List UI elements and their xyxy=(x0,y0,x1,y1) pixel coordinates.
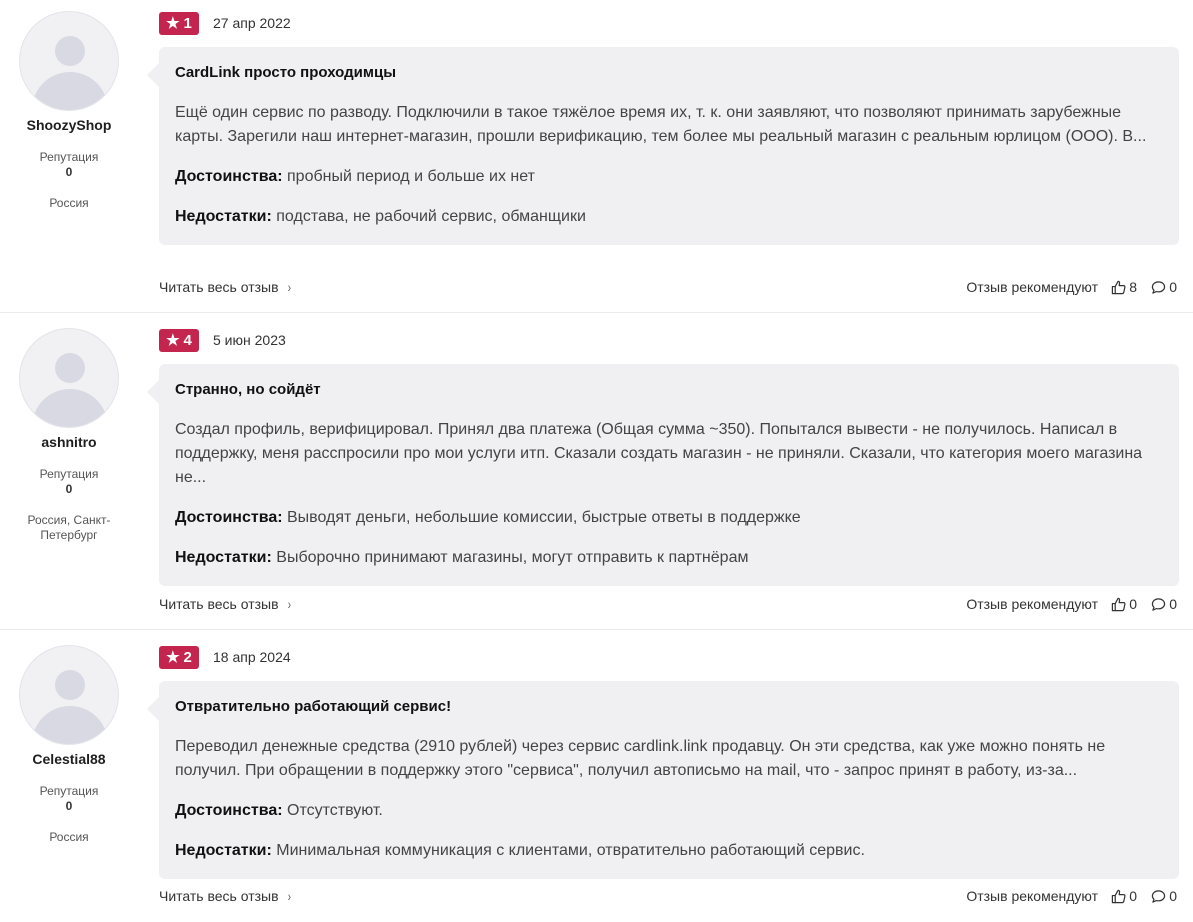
star-icon: ★ xyxy=(166,332,180,349)
review-text: Создал профиль, верифицировал. Принял два платежа (Общая сумма ~350). Попытался вывести - не получилось. Написал в поддержку, меня расспросили про мои услуги итп. Сказали создать магазин - не приняли. Сказали, что категория моего магазина не... xyxy=(175,421,1143,486)
likes-count: 0 xyxy=(1129,596,1137,612)
read-more-label: Читать весь отзыв xyxy=(159,888,279,904)
cons-label: Недостатки: xyxy=(175,208,272,225)
review-content xyxy=(159,47,1179,245)
rating-badge xyxy=(159,646,199,669)
review-card xyxy=(0,0,1193,313)
cons-text: подстава, не рабочий сервис, обманщики xyxy=(276,208,586,225)
review-pros xyxy=(175,506,1163,530)
review-content xyxy=(159,364,1179,586)
rating-value: 2 xyxy=(183,649,192,666)
review-date: 18 апр 2024 xyxy=(213,649,291,665)
review-title[interactable]: Отвратительно работающий сервис! xyxy=(175,698,452,715)
thumbs-up-icon xyxy=(1111,597,1126,612)
reputation-value: 0 xyxy=(65,165,73,179)
pros-text: Отсутствуют. xyxy=(287,802,383,819)
rating-value: 4 xyxy=(183,332,192,349)
review-cons xyxy=(175,839,1163,879)
like-button[interactable] xyxy=(1111,596,1137,612)
review-cons xyxy=(175,546,1163,586)
avatar[interactable] xyxy=(19,645,119,745)
review-text: Ещё один сервис по разводу. Подключили в такое тяжёлое время их, т. к. они заявляют, что позволяют принимать зарубежные карты. Зарегили наш интернет-магазин, прошли верификацию, тем более мы реальный магазин с реальным юрлицом (ООО). В... xyxy=(175,104,1147,145)
reputation-label: Репутация xyxy=(39,150,99,164)
review-footer xyxy=(159,888,1179,908)
user-location: Россия xyxy=(49,830,89,844)
comments-count: 0 xyxy=(1169,596,1177,612)
cons-label: Недостатки: xyxy=(175,842,272,859)
review-title[interactable]: Странно, но сойдёт xyxy=(175,381,321,398)
review-footer xyxy=(159,279,1179,299)
star-icon: ★ xyxy=(166,15,180,32)
read-more-link[interactable] xyxy=(159,888,291,904)
cons-text: Минимальная коммуникация с клиентами, отвратительно работающий сервис. xyxy=(276,842,865,859)
review-pros xyxy=(175,799,1163,823)
comment-icon xyxy=(1151,597,1166,612)
reputation-label: Репутация xyxy=(39,467,99,481)
comment-icon xyxy=(1151,889,1166,904)
comments-count: 0 xyxy=(1169,279,1177,295)
read-more-link[interactable] xyxy=(159,596,291,612)
review-content xyxy=(159,681,1179,879)
thumbs-up-icon xyxy=(1111,889,1126,904)
recommend-label: Отзыв рекомендуют xyxy=(966,279,1098,295)
comment-icon xyxy=(1151,280,1166,295)
pros-label: Достоинства: xyxy=(175,509,283,526)
user-location: Россия xyxy=(49,196,89,210)
read-more-label: Читать весь отзыв xyxy=(159,279,279,295)
username[interactable]: ShoozyShop xyxy=(26,117,112,133)
reputation-label: Репутация xyxy=(39,784,99,798)
reputation-value: 0 xyxy=(65,482,73,496)
reputation-value: 0 xyxy=(65,799,73,813)
pros-text: Выводят деньги, небольшие комиссии, быстрые ответы в поддержке xyxy=(287,509,801,526)
user-location: Россия, Санкт-Петербург xyxy=(27,513,111,542)
review-date: 5 июн 2023 xyxy=(213,332,286,348)
like-button[interactable] xyxy=(1111,888,1137,904)
avatar[interactable] xyxy=(19,328,119,428)
username[interactable]: Celestial88 xyxy=(32,751,106,767)
chevron-right-icon: › xyxy=(287,596,291,612)
rating-badge xyxy=(159,12,199,35)
recommend-label: Отзыв рекомендуют xyxy=(966,596,1098,612)
chevron-right-icon: › xyxy=(287,888,291,904)
cons-text: Выборочно принимают магазины, могут отправить к партнёрам xyxy=(276,549,749,566)
rating-value: 1 xyxy=(183,15,192,32)
chevron-right-icon: › xyxy=(287,279,291,295)
likes-count: 0 xyxy=(1129,888,1137,904)
pros-text: пробный период и больше их нет xyxy=(287,168,535,185)
review-card xyxy=(0,317,1193,630)
comments-count: 0 xyxy=(1169,888,1177,904)
likes-count: 8 xyxy=(1129,279,1137,295)
pros-label: Достоинства: xyxy=(175,802,283,819)
username[interactable]: ashnitro xyxy=(41,434,97,450)
comments-button[interactable] xyxy=(1151,888,1177,904)
review-date: 27 апр 2022 xyxy=(213,15,291,31)
avatar[interactable] xyxy=(19,11,119,111)
rating-badge xyxy=(159,329,199,352)
read-more-link[interactable] xyxy=(159,279,291,295)
comments-button[interactable] xyxy=(1151,596,1177,612)
review-footer xyxy=(159,596,1179,616)
star-icon: ★ xyxy=(166,649,180,666)
read-more-label: Читать весь отзыв xyxy=(159,596,279,612)
review-card xyxy=(0,634,1193,922)
comments-button[interactable] xyxy=(1151,279,1177,295)
pros-label: Достоинства: xyxy=(175,168,283,185)
recommend-label: Отзыв рекомендуют xyxy=(966,888,1098,904)
cons-label: Недостатки: xyxy=(175,549,272,566)
review-pros xyxy=(175,165,1163,189)
thumbs-up-icon xyxy=(1111,280,1126,295)
like-button[interactable] xyxy=(1111,279,1137,295)
review-text: Переводил денежные средства (2910 рублей) через сервис cardlink.link продавцу. Он эти средства, как уже можно понять не получил. При обращении в поддержку этого "сервиса", получил автописьмо на mail, что - запрос принят в работу, из-за... xyxy=(175,738,1106,779)
review-cons xyxy=(175,205,1163,245)
review-title[interactable]: CardLink просто проходимцы xyxy=(175,64,397,81)
